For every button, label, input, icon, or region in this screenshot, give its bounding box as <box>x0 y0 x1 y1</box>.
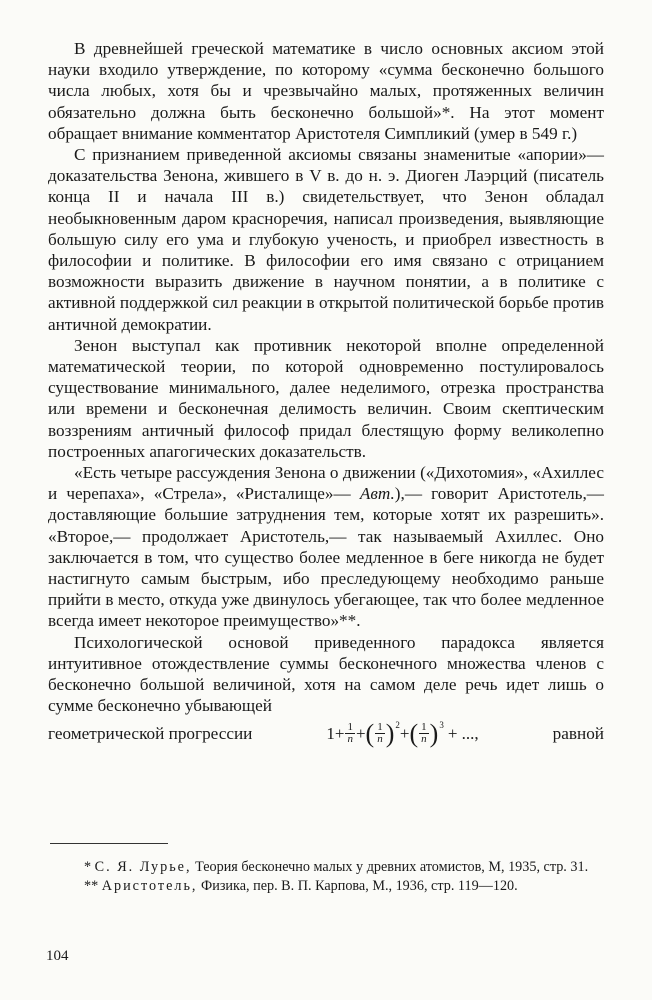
page-number: 104 <box>46 948 69 964</box>
footnote-1: * С. Я. Лурье, Теория бесконечно малых у древних атомистов, М, 1935, стр. 31. <box>84 859 589 875</box>
geometric-series-formula: 1 + $\frac{1}{n}$ + ( $\frac{1}{n}$ ) 2 + ( $\frac{1}{n}$ ) 3 + ..., <box>326 721 478 747</box>
formula-trailing-word: равной <box>552 723 604 743</box>
formula-tail: + ..., <box>447 723 479 743</box>
footnotes <box>48 858 604 895</box>
paragraph-2: С признанием приведенной аксиомы связаны знаменитые «апории»— доказательства Зенона, жившего в V в. до н. э. Диоген Лаэрций (писатель конца II и начала III в.) свидетельствует, что Зенон обладал необыкновенным даром красноречия, написал произведения, выявляющие большую силу его ума и глубокую ученость, и приобрел известность в философии и политике. В философии его имя связано с отрицанием возможности выразить движение в научном понятии, а в политике с активной поддержкой сил реакции в открытой политической борьбе против античной демократии. <box>48 145 604 334</box>
footnote-2-author: Аристотель, <box>101 877 198 894</box>
fraction-term-3: $\frac{1}{n}$ <box>421 721 427 745</box>
formula-lead-text: геометрической прогрессии <box>48 723 253 743</box>
footnote-2-text: Физика, пер. В. П. Карпова, М., 1936, стр. 119—120. <box>201 877 518 894</box>
author-abbreviation: Авт. <box>359 484 395 504</box>
paragraph-3: Зенон выступал как противник некоторой вполне определенной математической теории, по которой одновременно постулировалось существование минимального, далее неделимого, отрезка пространства или времени и бесконечная делимость величин. Своим скептическим воззрениям античный философ придал блестящую форму великолепно построенных апагогических доказательств. <box>48 335 604 461</box>
quote-paragraph <box>48 462 604 632</box>
fraction-term-2: $\frac{1}{n}$ <box>377 721 383 745</box>
footnote-divider <box>50 843 168 844</box>
exponent-3: 3 <box>439 719 444 730</box>
formula-line <box>48 718 604 748</box>
footnote-2: ** Аристотель, Физика, пер. В. П. Карпова, М., 1936, стр. 119—120. <box>84 877 518 894</box>
quote-part-1: «Есть четыре рассуждения Зенона о движении («Дихотомия», «Ахиллес и черепаха», «Стрела», «Ристалище»— <box>48 463 604 504</box>
paragraph-1: В древнейшей греческой математике в число основных аксиом этой науки входило утверждение, по которому «сумма бесконечно большого числа любых, хотя бы и чрезвычайно малых, протяженных величин обязательно должна быть бесконечно большой»*. На этот момент обращает внимание комментатор Аристотеля Симпликий (умер в 549 г.) <box>48 39 604 143</box>
main-text <box>48 38 604 747</box>
formula-plus: + <box>334 723 345 743</box>
paragraph-last: Психологической основой приведенного парадокса является интуитивное отождествление суммы бесконечного множества членов с бесконечно большой величиной, хотя на самом деле речь идет лишь о сумме бесконечно убывающей <box>48 632 604 716</box>
formula-one: 1 <box>326 723 335 743</box>
quote-part-2: ),— говорит Аристотель,— доставляющие большие затруднения тем, которые хотят их разрешить». «Второе,— продолжает Аристотель,— так называемый Ахиллес. Оно заключается в том, что существо более медленное в беге никогда не будет настигнуто самым быстрым, ибо преследующему необходимо раньше прийти в место, откуда уже двинулось убегающее, так что более медленное всегда имеет некоторое преимущество»**. <box>48 484 604 631</box>
footnote-1-text: Теория бесконечно малых у древних атомистов, М, 1935, стр. 31. <box>195 859 589 875</box>
exponent-2: 2 <box>395 719 400 730</box>
footnote-1-author: С. Я. Лурье, <box>94 859 192 875</box>
fraction-term-1: $\frac{1}{n}$ <box>347 721 353 745</box>
